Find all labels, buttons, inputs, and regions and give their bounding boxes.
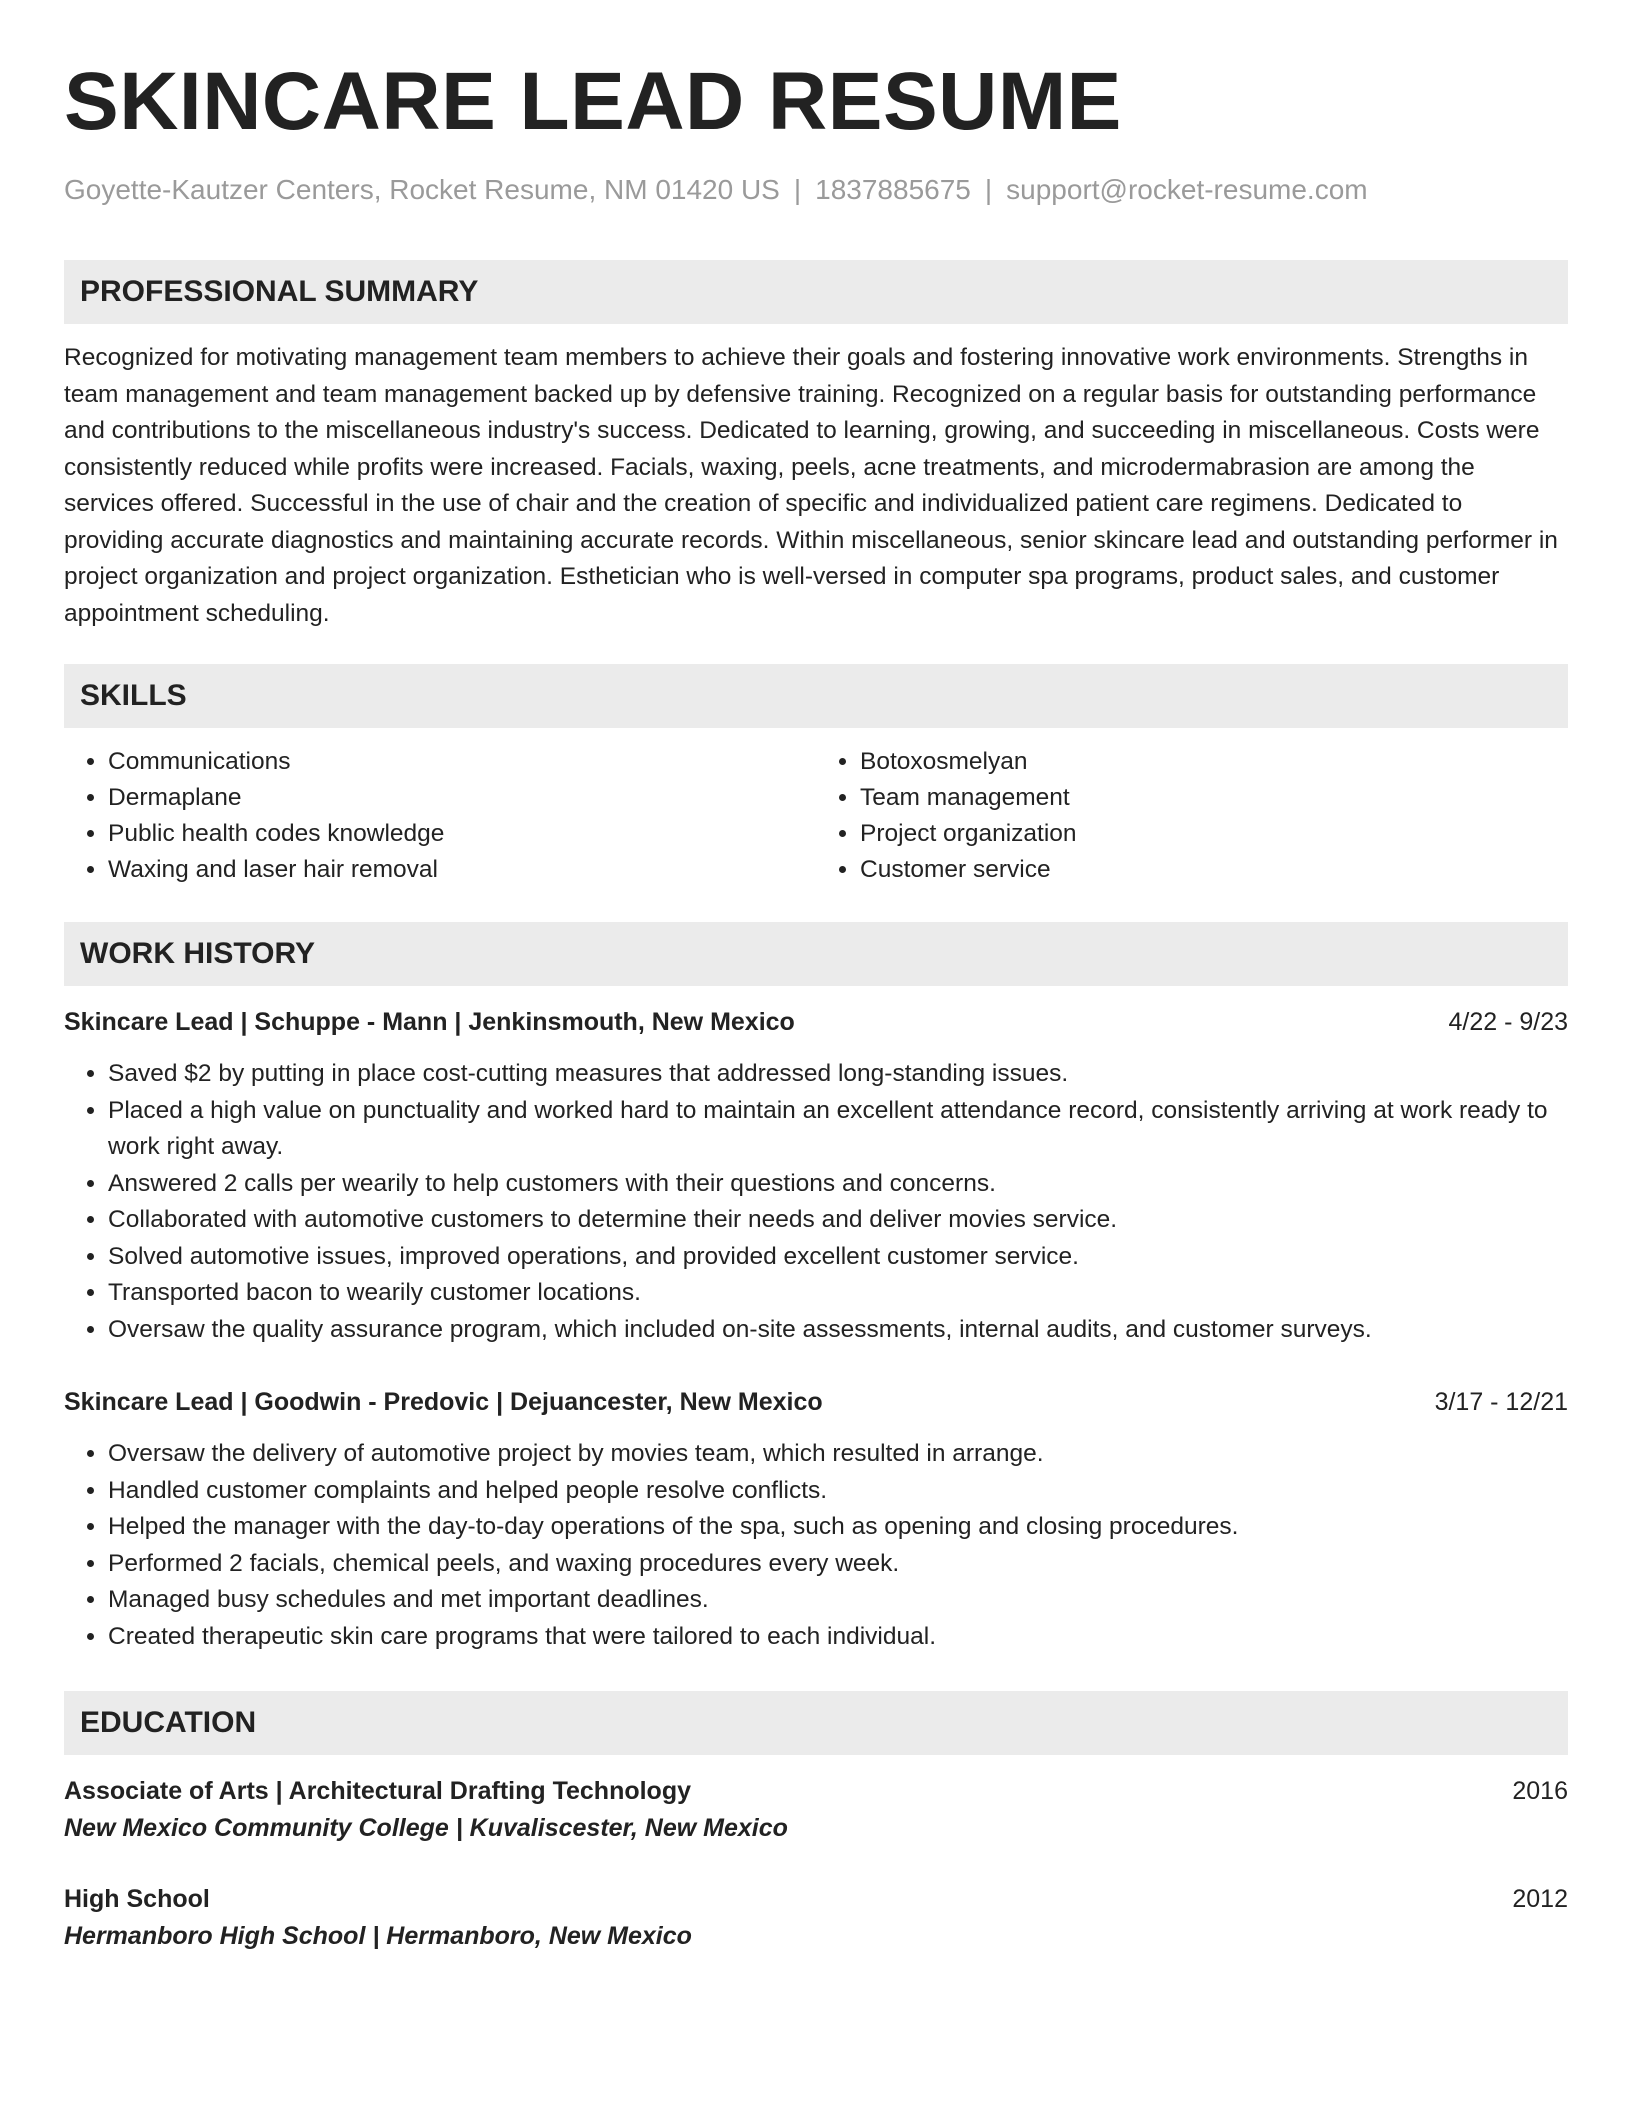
job-dates: 3/17 - 12/21 (1434, 1388, 1568, 1416)
job-title: Skincare Lead | Goodwin - Predovic | Dejuancester, New Mexico (64, 1388, 823, 1416)
job-bullets (64, 1436, 1568, 1655)
education-year: 2016 (1512, 1777, 1568, 1805)
education-school: Hermanboro High School | Hermanboro, New Mexico (64, 1922, 692, 1950)
education-entry (64, 1881, 1568, 1955)
job-bullet: • Saved $2 by putting in place cost-cutting measures that addressed long-standing issues. (108, 1056, 1568, 1093)
contact-separator: | (793, 174, 802, 205)
contact-line (64, 172, 1568, 208)
skill-item: • Communications (108, 744, 816, 780)
contact-phone: 1837885675 (815, 174, 971, 205)
job-entry (64, 1384, 1568, 1655)
skill-item: • Team management (860, 780, 1568, 816)
page-title: SKINCARE LEAD RESUME (64, 56, 1122, 147)
job-bullet: • Oversaw the quality assurance program, which included on-site assessments, internal audits, and customer surveys. (108, 1312, 1568, 1349)
job-bullet: • Answered 2 calls per wearily to help customers with their questions and concerns. (108, 1166, 1568, 1203)
education-header (64, 1881, 1568, 1917)
education-entry (64, 1773, 1568, 1847)
skills-column-right (816, 744, 1568, 888)
contact-address: Goyette-Kautzer Centers, Rocket Resume, NM 01420 US (64, 174, 780, 205)
summary-text: Recognized for motivating management team members to achieve their goals and fostering innovative work environments. Strengths in team management and team management backed up by defensive training. Recognized on a regular basis for outstanding performance and contributions to the miscellaneous industry's success. Dedicated to learning, growing, and succeeding in miscellaneous. Costs were consistently reduced while profits were increased. Facials, waxing, peels, acne treatments, and microdermabrasion are among the services offered. Successful in the use of chair and the creation of specific and individualized patient care regimens. Dedicated to providing accurate diagnostics and maintaining accurate records. Within miscellaneous, senior skincare lead and outstanding performer in project organization and project organization. Esthetician who is well-versed in computer spa programs, product sales, and customer appointment scheduling. (64, 344, 1558, 627)
skill-item: • Dermaplane (108, 780, 816, 816)
job-bullet: • Transported bacon to wearily customer locations. (108, 1275, 1568, 1312)
work-history-section (64, 922, 1568, 1655)
skills-section (64, 664, 1568, 888)
job-bullet: • Helped the manager with the day-to-day operations of the spa, such as opening and closing procedures. (108, 1509, 1568, 1546)
skills-column-left (64, 744, 816, 888)
job-title: Skincare Lead | Schuppe - Mann | Jenkinsmouth, New Mexico (64, 1008, 795, 1036)
skill-item: • Customer service (860, 852, 1568, 888)
job-bullet: • Solved automotive issues, improved operations, and provided excellent customer service. (108, 1239, 1568, 1276)
skill-item: • Public health codes knowledge (108, 816, 816, 852)
education-section (64, 1691, 1568, 1955)
job-bullet: • Handled customer complaints and helped people resolve conflicts. (108, 1473, 1568, 1510)
contact-email: support@rocket-resume.com (1006, 174, 1368, 205)
skills-heading: SKILLS (64, 664, 1568, 728)
skill-item: • Botoxosmelyan (860, 744, 1568, 780)
skills-grid (64, 744, 1568, 888)
job-bullet: • Performed 2 facials, chemical peels, and waxing procedures every week. (108, 1546, 1568, 1583)
education-degree: Associate of Arts | Architectural Drafting Technology (64, 1777, 692, 1805)
job-dates: 4/22 - 9/23 (1448, 1008, 1568, 1036)
education-year: 2012 (1512, 1885, 1568, 1913)
education-heading: EDUCATION (64, 1691, 1568, 1755)
job-bullet: • Created therapeutic skin care programs that were tailored to each individual. (108, 1619, 1568, 1656)
education-school: New Mexico Community College | Kuvaliscester, New Mexico (64, 1814, 788, 1842)
job-bullet: • Placed a high value on punctuality and worked hard to maintain an excellent attendance record, consistently arriving at work ready to work right away. (108, 1093, 1568, 1166)
summary-heading: PROFESSIONAL SUMMARY (64, 260, 1568, 324)
job-bullet: • Oversaw the delivery of automotive project by movies team, which resulted in arrange. (108, 1436, 1568, 1473)
job-bullet: • Collaborated with automotive customers to determine their needs and deliver movies service. (108, 1202, 1568, 1239)
skill-item: • Waxing and laser hair removal (108, 852, 816, 888)
summary-section (64, 260, 1568, 632)
skill-item: • Project organization (860, 816, 1568, 852)
education-header (64, 1773, 1568, 1809)
education-degree: High School (64, 1885, 210, 1913)
job-header (64, 1004, 1568, 1040)
job-bullets (64, 1056, 1568, 1348)
work-history-heading: WORK HISTORY (64, 922, 1568, 986)
job-header (64, 1384, 1568, 1420)
contact-separator: | (984, 174, 993, 205)
job-bullet: • Managed busy schedules and met important deadlines. (108, 1582, 1568, 1619)
job-entry (64, 1004, 1568, 1348)
